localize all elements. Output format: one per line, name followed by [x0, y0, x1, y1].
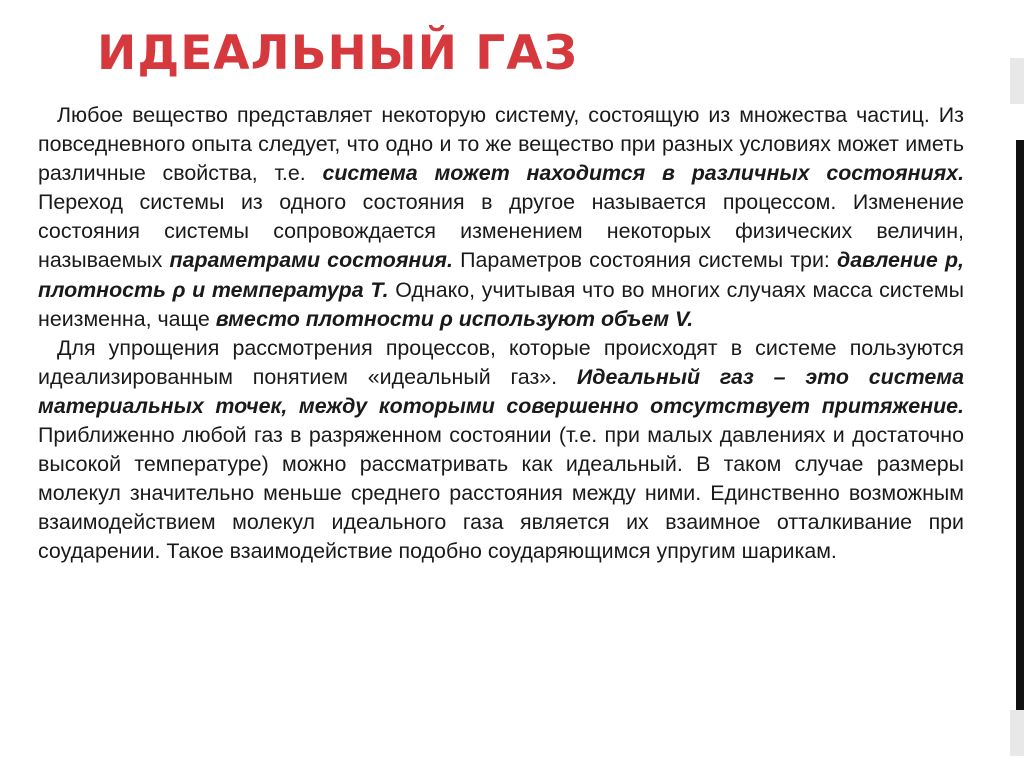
body-text	[38, 101, 964, 567]
emphasis-run: параметрами состояния.	[169, 248, 453, 273]
slide-title: ИДЕАЛЬНЫЙ ГАЗ	[97, 26, 578, 81]
text-run: Любое вещество представляет некоторую систему, состоящую из множества частиц. Из повседневного опыта следует, что одно и то же вещество при разных условиях может иметь различные свойства, т.е.	[38, 103, 964, 186]
emphasis-run: система может находится в различных состояниях.	[322, 161, 965, 186]
edge-bar	[1016, 140, 1024, 710]
paragraph-2	[38, 334, 964, 567]
corner-tab-top	[1010, 58, 1024, 104]
paragraph-1	[38, 101, 964, 334]
emphasis-run: вместо плотности ρ используют объем V.	[215, 306, 694, 331]
text-run: Однако, учитывая что во многих случаях масса системы неизменна, чаще	[38, 277, 964, 331]
text-run: Переход системы из одного состояния в другое называется процессом. Изменение состояния системы сопровождается изменением некоторых физических величин, называемых	[38, 190, 964, 273]
text-run: Для упрощения рассмотрения процессов, которые происходят в системе пользуются идеализированным понятием «идеальный газ».	[38, 335, 964, 389]
text-run: Приближенно любой газ в разряженном состоянии (т.е. при малых давлениях и достаточно высокой температуре) можно рассматривать как идеальный. В таком случае размеры молекул значительно меньше среднего расстояния между ними. Единственно возможным взаимодействием молекул идеального газа является их взаимное отталкивание при соударении. Такое взаимодействие подобно соударяющимся упругим шарикам.	[38, 423, 964, 564]
text-run: Параметров состояния системы три:	[452, 248, 837, 273]
emphasis-run: давление р, плотность ρ и температура Т.	[38, 248, 964, 302]
emphasis-run: Идеальный газ – это система материальных точек, между которыми совершенно отсутствует притяжение.	[38, 364, 964, 418]
corner-tab-bottom	[1010, 710, 1024, 756]
